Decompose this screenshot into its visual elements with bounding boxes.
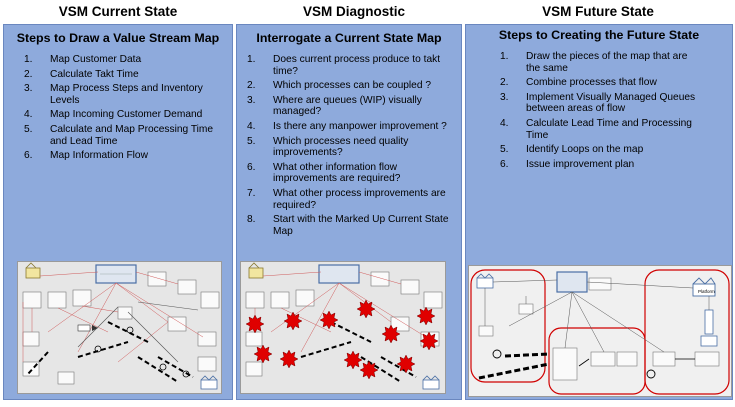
platform-label: Platform [698, 289, 715, 294]
diagnostic-heading: Interrogate a Current State Map [256, 31, 442, 45]
diagnostic-questions [247, 54, 457, 240]
list-item: 1. Map Customer Data [24, 54, 142, 65]
list-item: 8. Start with the Marked Up Current State Map [247, 214, 449, 237]
future-state-map-thumbnail [468, 265, 732, 397]
future-state-panel [465, 24, 733, 400]
current-state-heading: Steps to Draw a Value Stream Map [16, 31, 220, 45]
list-item: 1. Draw the pieces of the map that are the same [500, 51, 688, 74]
future-state-heading: Steps to Creating the Future State [498, 28, 700, 42]
kaizen-burst-icon [246, 300, 438, 379]
customer-factory-icon [423, 376, 439, 389]
future-state-steps [500, 51, 700, 173]
list-item: 6. Map Information Flow [24, 150, 148, 162]
list-item: 2. Which processes can be coupled ? [247, 80, 431, 92]
list-item: 3. Implement Visually Managed Queues between areas of flow [500, 91, 696, 115]
future-state-title: VSM Future State [542, 4, 654, 19]
list-item: 5. Calculate and Map Processing Time and Lead Time [24, 123, 214, 147]
current-state-panel [3, 24, 233, 400]
supplier-icon [26, 263, 40, 278]
production-control-box [557, 272, 587, 292]
list-item: 2. Combine processes that flow [500, 77, 657, 89]
list-item: 6. Issue improvement plan [500, 158, 635, 170]
list-item: 4. Calculate Lead Time and Processing Time [500, 117, 692, 141]
list-item: 4. Map Incoming Customer Demand [24, 109, 203, 121]
list-item: 4. Is there any manpower improvement ? [247, 120, 447, 132]
list-item: 7. What other process improvements are required? [247, 187, 446, 211]
list-item: 6. What other information flow improvements are required? [247, 161, 401, 185]
current-state-map-thumbnail [17, 261, 222, 394]
supplier-icon [477, 274, 493, 288]
diagnostic-title: VSM Diagnostic [302, 4, 405, 19]
diagnostic-panel [236, 24, 462, 400]
customer-factory-icon [201, 376, 217, 389]
list-item: 1. Does current process produce to takt time? [247, 54, 441, 77]
list-item: 5. Identify Loops on the map [500, 144, 644, 156]
production-control-box [319, 265, 359, 283]
list-item: 5. Which processes need quality improvements? [247, 135, 409, 159]
list-item: 3. Map Process Steps and Inventory Levels [24, 83, 203, 106]
diagnostic-map-thumbnail [240, 261, 446, 394]
current-state-title: VSM Current State [58, 4, 178, 19]
supplier-icon [249, 263, 263, 278]
list-item: 3. Where are queues (WIP) visually managed? [247, 94, 422, 118]
current-state-steps [24, 54, 224, 165]
list-item: 2. Calculate Takt Time [24, 68, 139, 80]
platform-factory-icon [693, 278, 715, 296]
